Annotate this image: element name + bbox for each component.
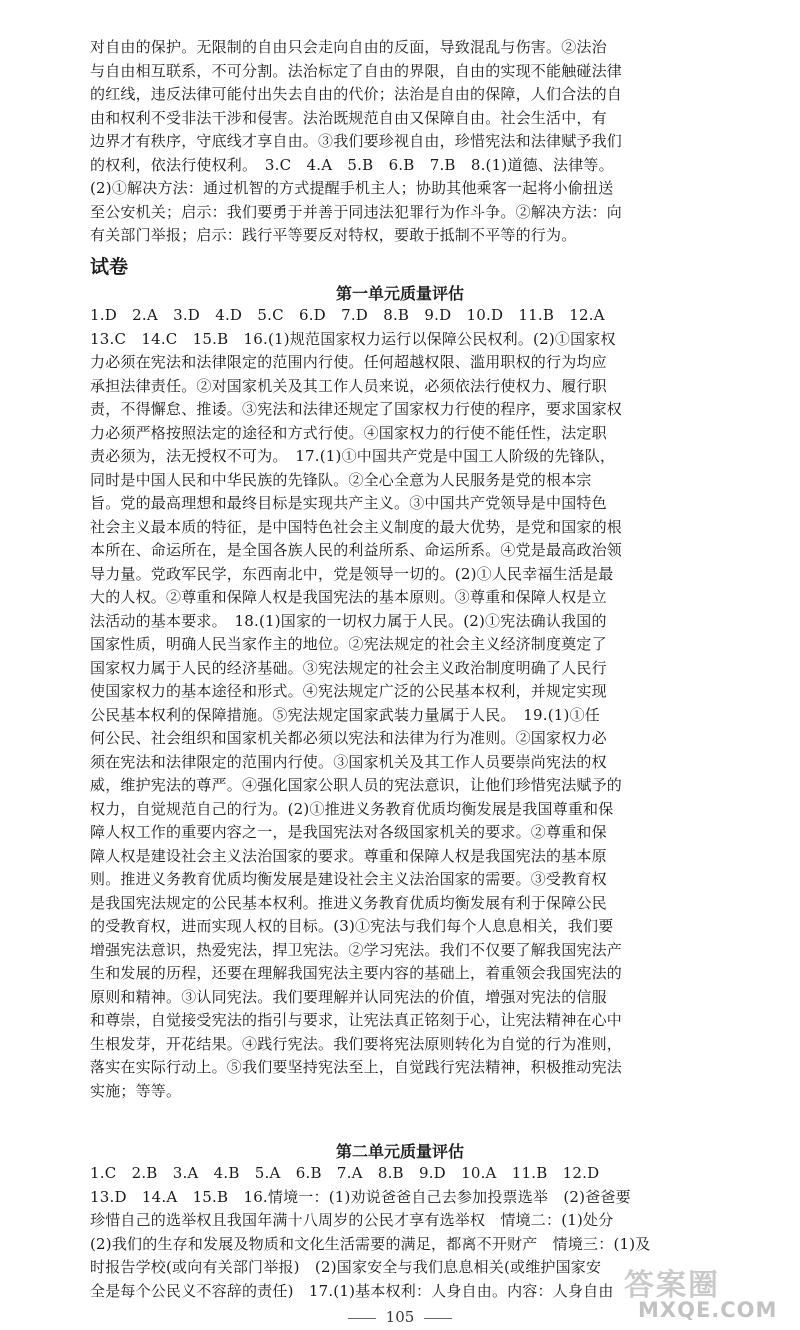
text-line: 威，维护宪法的尊严。④强化国家公职人员的宪法意识，让他们珍惜宪法赋予的 (90, 776, 623, 794)
text-line: 时报告学校(或向有关部门举报) (2)国家安全与我们息息相关(或维护国家安 (90, 1258, 602, 1276)
text-line: 则。推进义务教育优质均衡发展是建设社会主义法治国家的需要。③受教育权 (90, 870, 607, 888)
watermark-logo (624, 1260, 794, 1326)
text-line: 权力，自觉规范自己的行为。(2)①推进义务教育优质均衡发展是我国尊重和保 (90, 799, 614, 818)
text-line: 1.C 2.B 3.A 4.B 5.A 6.B 7.A 8.B 9.D 10.A 11.B 12.D (90, 1164, 600, 1182)
text-line: 1.D 2.A 3.D 4.D 5.C 6.D 7.D 8.B 9.D 10.D 11.B 12.A (90, 306, 605, 324)
heading-test-papers: 试卷 (90, 256, 129, 278)
text-line: (2)①解决方法：通过机智的方式提醒手机主人；协助其他乘客一起将小偷扭送 (90, 179, 614, 197)
text-line: 国家权力属于人民的经济基础。③宪法规定的社会主义政治制度明确了人民行 (90, 658, 607, 677)
text-line: 至公安机关；启示：我们要勇于并善于同违法犯罪行为作斗争。②解决方法：向 (90, 202, 623, 221)
text-line: 落实在实际行动上。⑤我们要坚持宪法至上，自觉践行宪法精神，积极推动宪法 (90, 1058, 623, 1076)
text-line: 珍惜自己的选举权且我国年满十八周岁的公民才享有选举权 情境二：(1)处分 (90, 1211, 614, 1229)
page-number: 105 (0, 1308, 800, 1326)
text-line: 边界才有秩序，守底线才享自由。③我们要珍视自由，珍惜宪法和法律赋予我们 (90, 132, 623, 150)
text-line: 生根发芽，开花结果。④践行宪法。我们要将宪法原则转化为自觉的行为准则， (90, 1034, 623, 1053)
text-line: 旨。党的最高理想和最终目标是实现共产主义。③中国共产党领导是中国特色 (90, 494, 607, 512)
answer-block-continued (90, 36, 710, 248)
text-line: 和尊崇，自觉接受宪法的指引与要求，让宪法真正铭刻于心，让宪法精神在心中 (90, 1011, 623, 1029)
answer-block-unit1 (90, 304, 710, 1103)
text-line: 有关部门举报；启示：践行平等要反对特权，要敢于抵制不平等的行为。 (90, 226, 577, 244)
answer-block-unit2 (90, 1162, 710, 1303)
text-line: 的权利，依法行使权利。 3.C 4.A 5.B 6.B 7.B 8.(1)道德、法律等。 (90, 155, 614, 174)
text-line: 力必须在宪法和法律限定的范围内行使。任何超越权限、滥用职权的行为均应 (90, 353, 607, 371)
watermark-glyphs: 答案圈 (624, 1268, 720, 1303)
section-title-unit1: 第一单元质量评估 (335, 284, 464, 303)
text-line: 增强宪法意识，热爱宪法，捍卫宪法。②学习宪法。我们不仅要了解我国宪法产 (90, 940, 623, 959)
text-line: 生和发展的历程，还要在理解我国宪法主要内容的基础上，着重领会我国宪法的 (90, 964, 623, 982)
text-line: 障人权是建设社会主义法治国家的要求。尊重和保障人权是我国宪法的基本原 (90, 846, 607, 865)
text-line: 法活动的基本要求。 18.(1)国家的一切权力属于人民。(2)①宪法确认我国的 (90, 611, 607, 630)
text-line: 的受教育权，进而实现人权的目标。(3)①宪法与我们每个人息息相关，我们要 (90, 917, 614, 935)
watermark-url: MXQE.COM (638, 1298, 778, 1322)
text-line: 由和权利不受非法干涉和侵害。法治既规范自由又保障自由。社会生活中，有 (90, 108, 607, 127)
text-line: (2)我们的生存和发展及物质和文化生活需要的满足，都离不开财产 情境三：(1)及 (90, 1234, 651, 1253)
text-line: 力必须严格按照法定的途径和方式行使。④国家权力的行使不能任性，法定职 (90, 423, 607, 442)
text-line: 全是每个公民义不容辞的责任) 17.(1)基本权利：人身自由。内容：人身自由 (90, 1281, 614, 1300)
text-line: 导力量。党政军民学，东西南北中，党是领导一切的。(2)①人民幸福生活是最 (90, 564, 614, 583)
section-title-unit2: 第二单元质量评估 (335, 1142, 464, 1161)
text-line: 国家性质，明确人民当家作主的地位。②宪法规定的社会主义经济制度奠定了 (90, 635, 607, 653)
text-line: 须在宪法和法律限定的范围内行使。③国家机关及其工作人员要崇尚宪法的权 (90, 752, 607, 771)
text-line: 实施；等等。 (90, 1081, 182, 1100)
text-line: 大的人权。②尊重和保障人权是我国宪法的基本原则。③尊重和保障人权是立 (90, 588, 607, 606)
text-line: 与自由相互联系，不可分割。法治标定了自由的界限，自由的实现不能触碰法律 (90, 61, 623, 80)
text-line: 13.D 14.A 15.B 16.情境一：(1)劝说爸爸自己去参加投票选举 (2)爸爸要 (90, 1187, 631, 1206)
text-line: 障人权工作的重要内容之一，是我国宪法对各级国家机关的要求。②尊重和保 (90, 823, 607, 841)
text-line: 承担法律责任。②对国家机关及其工作人员来说，必须依法行使权力、履行职 (90, 376, 607, 395)
text-line: 责，不得懈怠、推诿。③宪法和法律还规定了国家权力行使的程序，要求国家权 (90, 400, 623, 418)
text-line: 社会主义最本质的特征，是中国特色社会主义制度的最大优势，是党和国家的根 (90, 517, 623, 536)
text-line: 本所在、命运所在，是全国各族人民的利益所系、命运所系。④党是最高政治领 (90, 541, 623, 559)
text-line: 的红线，违反法律可能付出失去自由的代价；法治是自由的保障，人们合法的自 (90, 85, 623, 103)
text-line: 13.C 14.C 15.B 16.(1)规范国家权力运行以保障公民权利。(2)①国家权 (90, 329, 616, 348)
text-line: 公民基本权利的保障措施。⑤宪法规定国家武装力量属于人民。 19.(1)①任 (90, 705, 601, 724)
text-line: 对自由的保护。无限制的自由只会走向自由的反面，导致混乱与伤害。②法治 (90, 38, 607, 56)
text-line: 责必须为，法无授权不可为。 17.(1)①中国共产党是中国工人阶级的先锋队， (90, 447, 616, 465)
text-line: 使国家权力的基本途径和形式。④宪法规定广泛的公民基本权利，并规定实现 (90, 682, 607, 700)
text-line: 原则和精神。③认同宪法。我们要理解并认同宪法的价值，增强对宪法的信服 (90, 987, 607, 1006)
text-line: 何公民、社会组织和国家机关都必须以宪法和法律为行为准则。②国家权力必 (90, 729, 607, 747)
text-line: 同时是中国人民和中华民族的先锋队。②全心全意为人民服务是党的根本宗 (90, 470, 592, 489)
text-line: 是我国宪法规定的公民基本权利。推进义务教育优质均衡发展有利于保障公民 (90, 893, 607, 912)
